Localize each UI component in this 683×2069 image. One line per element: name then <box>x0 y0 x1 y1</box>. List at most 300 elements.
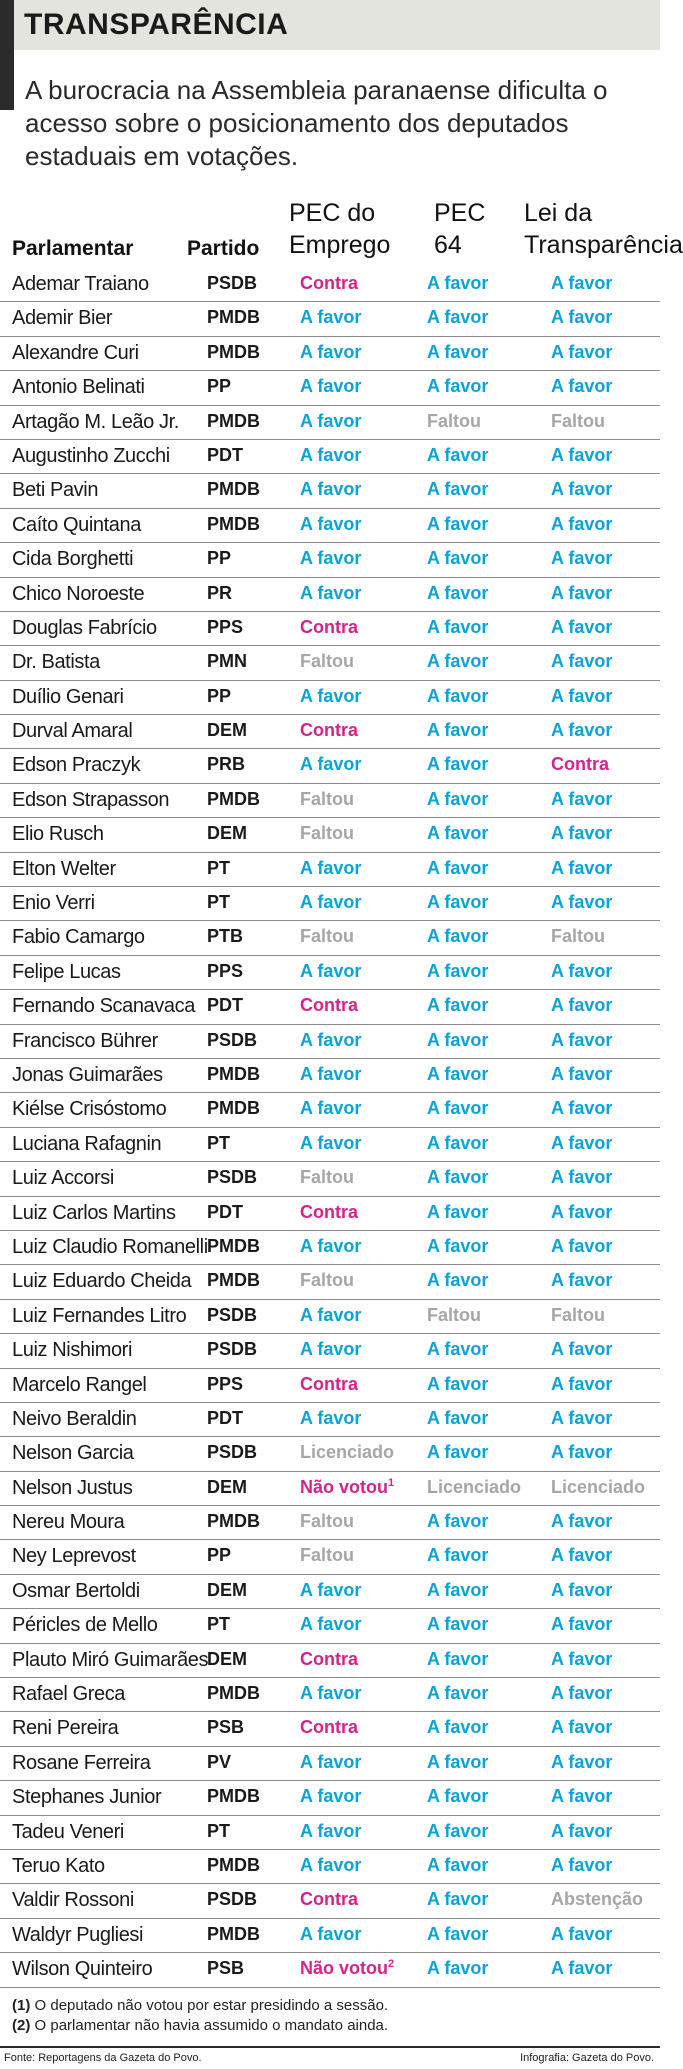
vote-pec-64 <box>427 1889 488 1910</box>
vote-label: Faltou <box>300 651 354 672</box>
vote-label: A favor <box>300 410 362 431</box>
vote-label: A favor <box>551 1683 613 1704</box>
vote-label: A favor <box>551 1614 613 1635</box>
vote-label: A favor <box>551 582 613 603</box>
vote-pec-emprego <box>300 1717 358 1738</box>
party: PMDB <box>207 410 260 431</box>
vote-lei-transparencia <box>551 514 612 535</box>
vote-label: A favor <box>427 1270 489 1291</box>
vote-lei-transparencia <box>551 1717 612 1738</box>
vote-label: A favor <box>551 823 613 844</box>
parlamentar-name: Ney Leprevost <box>12 1545 136 1568</box>
parlamentar-name: Luiz Claudio Romanelli <box>12 1235 208 1258</box>
table-row <box>0 1953 660 1987</box>
table-row <box>0 1816 660 1850</box>
vote-pec-64 <box>427 1408 488 1429</box>
table-row <box>0 1437 660 1471</box>
vote-pec-64 <box>427 1167 488 1188</box>
vote-pec-64 <box>427 445 488 466</box>
party: PT <box>207 1820 231 1841</box>
table-row <box>0 1747 660 1781</box>
parlamentar-name: Cida Borghetti <box>12 548 134 571</box>
vote-pec-emprego <box>300 514 361 535</box>
table-row <box>0 646 660 680</box>
table-row <box>0 1472 660 1506</box>
party: PPS <box>207 960 244 981</box>
header-partido: Partido <box>187 237 260 260</box>
vote-label: Contra <box>300 1373 358 1394</box>
table-row <box>0 887 660 921</box>
vote-pec-emprego <box>300 1924 361 1945</box>
vote-label: A favor <box>551 892 613 913</box>
vote-label: A favor <box>300 1579 362 1600</box>
vote-lei-transparencia <box>551 1064 612 1085</box>
party: PT <box>207 892 231 913</box>
vote-pec-emprego <box>300 823 354 844</box>
party: PSDB <box>207 1442 258 1463</box>
vote-pec-emprego <box>300 1064 361 1085</box>
table-row <box>0 1781 660 1815</box>
vote-label: A favor <box>300 892 362 913</box>
vote-label: A favor <box>551 857 613 878</box>
intro-text: A burocracia na Assembleia paranaense dificulta o acesso sobre o posicionamento dos deputados estaduais em votações. <box>25 75 608 171</box>
vote-label: A favor <box>427 1854 489 1875</box>
vote-label: A favor <box>551 376 613 397</box>
party: PMDB <box>207 1235 260 1256</box>
vote-label: A favor <box>300 960 362 981</box>
vote-pec-emprego <box>300 342 361 363</box>
vote-pec-64 <box>427 1442 488 1463</box>
party: PPS <box>207 1373 244 1394</box>
vote-label: Abstenção <box>551 1889 644 1910</box>
vote-pec-emprego <box>300 995 358 1016</box>
vote-pec-emprego <box>300 1098 361 1119</box>
vote-pec-emprego <box>300 1442 394 1463</box>
vote-pec-64 <box>427 1339 488 1360</box>
vote-lei-transparencia <box>551 1374 612 1395</box>
vote-pec-64 <box>427 892 488 913</box>
vote-label: A favor <box>551 548 613 569</box>
parlamentar-name: Kiélse Crisóstomo <box>12 1098 167 1121</box>
vote-label: A favor <box>300 1235 362 1256</box>
vote-pec-emprego <box>300 926 354 947</box>
parlamentar-name: Nelson Justus <box>12 1476 133 1499</box>
party: PSDB <box>207 1167 258 1188</box>
intro-accent-bar <box>0 50 14 110</box>
vote-label: Faltou <box>300 1167 354 1188</box>
vote-lei-transparencia <box>551 1236 612 1257</box>
vote-pec-emprego <box>300 892 361 913</box>
vote-label: A favor <box>551 479 613 500</box>
bottom-divider <box>0 2046 660 2048</box>
vote-lei-transparencia <box>551 1202 612 1223</box>
vote-pec-emprego <box>300 1408 361 1429</box>
parlamentar-name: Elio Rusch <box>12 823 104 846</box>
vote-pec-64 <box>427 617 488 638</box>
vote-label: Licenciado <box>300 1442 395 1463</box>
parlamentar-name: Tadeu Veneri <box>12 1820 124 1843</box>
vote-pec-64 <box>427 1236 488 1257</box>
vote-pec-emprego <box>300 307 361 328</box>
vote-lei-transparencia <box>551 858 612 879</box>
vote-label: A favor <box>551 307 613 328</box>
vote-label: A favor <box>427 1717 489 1738</box>
vote-pec-emprego <box>300 686 361 707</box>
table-row <box>0 681 660 715</box>
table-row <box>0 578 660 612</box>
vote-pec-64 <box>427 1683 488 1704</box>
table-row <box>0 268 660 302</box>
vote-pec-64 <box>427 1202 488 1223</box>
party: PT <box>207 1614 231 1635</box>
party: PMDB <box>207 1786 260 1807</box>
vote-pec-emprego <box>300 548 361 569</box>
vote-label: A favor <box>551 1751 613 1772</box>
vote-pec-emprego <box>300 789 354 810</box>
parlamentar-name: Neivo Beraldin <box>12 1407 137 1430</box>
vote-label: A favor <box>427 892 489 913</box>
table-row <box>0 1025 660 1059</box>
vote-lei-transparencia <box>551 1305 605 1326</box>
vote-label: A favor <box>551 1545 613 1566</box>
vote-pec-emprego <box>300 1580 361 1601</box>
vote-label: A favor <box>427 513 489 534</box>
vote-lei-transparencia <box>551 307 612 328</box>
vote-label: A favor <box>427 685 489 706</box>
credit-text: Infografia: Gazeta do Povo. <box>520 2052 654 2064</box>
vote-pec-64 <box>427 1580 488 1601</box>
vote-label: A favor <box>300 1854 362 1875</box>
vote-label: A favor <box>427 1201 489 1222</box>
party: PDT <box>207 995 243 1016</box>
vote-pec-64 <box>427 1821 488 1842</box>
party: DEM <box>207 1648 247 1669</box>
vote-label: Faltou <box>300 926 354 947</box>
vote-label: A favor <box>551 1098 613 1119</box>
footnote-marker: 2 <box>388 1958 395 1971</box>
vote-label: A favor <box>427 616 489 637</box>
vote-label: A favor <box>551 273 613 293</box>
vote-lei-transparencia <box>551 926 605 947</box>
vote-lei-transparencia <box>551 1030 612 1051</box>
vote-lei-transparencia <box>551 342 612 363</box>
vote-pec-emprego <box>300 754 361 775</box>
header-pec-emprego-2: Emprego <box>289 231 391 259</box>
vote-label: A favor <box>300 513 362 534</box>
table-row <box>0 1265 660 1299</box>
vote-lei-transparencia <box>551 376 612 397</box>
parlamentar-name: Luiz Nishimori <box>12 1339 132 1362</box>
vote-pec-64 <box>427 1270 488 1291</box>
vote-lei-transparencia <box>551 1339 612 1360</box>
vote-lei-transparencia <box>551 548 612 569</box>
vote-label: A favor <box>427 960 489 981</box>
vote-label: A favor <box>300 857 362 878</box>
table-row <box>0 612 660 646</box>
party: PPS <box>207 616 244 637</box>
vote-pec-64 <box>427 754 488 775</box>
vote-lei-transparencia <box>551 1133 612 1154</box>
parlamentar-name: Marcelo Rangel <box>12 1373 147 1396</box>
header-pec-emprego-1: PEC do <box>289 199 376 227</box>
vote-lei-transparencia <box>551 1821 612 1842</box>
vote-pec-emprego <box>300 1855 361 1876</box>
vote-lei-transparencia <box>551 1098 612 1119</box>
vote-label: A favor <box>551 720 613 741</box>
vote-lei-transparencia <box>551 1408 612 1429</box>
vote-pec-emprego <box>300 961 361 982</box>
vote-label: A favor <box>427 444 489 465</box>
party: PP <box>207 548 232 569</box>
vote-lei-transparencia <box>551 720 612 741</box>
parlamentar-name: Alexandre Curi <box>12 341 139 364</box>
vote-label: A favor <box>551 1132 613 1153</box>
vote-label: A favor <box>300 1098 362 1119</box>
vote-pec-emprego <box>300 1545 354 1566</box>
vote-pec-64 <box>427 548 488 569</box>
parlamentar-name: Augustinho Zucchi <box>12 444 170 467</box>
vote-label: A favor <box>300 1304 362 1325</box>
vote-label: A favor <box>551 1201 613 1222</box>
vote-pec-64 <box>427 1511 488 1532</box>
vote-label: Contra <box>300 720 358 741</box>
vote-label: A favor <box>551 788 613 809</box>
table-row <box>0 337 660 371</box>
vote-pec-emprego <box>300 1752 361 1773</box>
vote-pec-emprego <box>300 1236 361 1257</box>
vote-label: A favor <box>300 1407 362 1428</box>
party: PMDB <box>207 1683 260 1704</box>
vote-pec-64 <box>427 651 488 672</box>
vote-label: A favor <box>300 754 362 775</box>
parlamentar-name: Artagão M. Leão Jr. <box>12 410 179 433</box>
party: DEM <box>207 1579 247 1600</box>
vote-pec-64 <box>427 342 488 363</box>
vote-pec-emprego <box>300 1030 361 1051</box>
parlamentar-name: Teruo Kato <box>12 1854 105 1877</box>
vote-pec-64 <box>427 1374 488 1395</box>
vote-label: A favor <box>427 1889 489 1910</box>
table-row <box>0 1369 660 1403</box>
vote-pec-64 <box>427 858 488 879</box>
vote-label: A favor <box>427 1545 489 1566</box>
vote-label: A favor <box>300 444 362 465</box>
vote-pec-64 <box>427 1098 488 1119</box>
vote-lei-transparencia <box>551 1545 612 1566</box>
vote-label: A favor <box>427 1167 489 1188</box>
vote-label: A favor <box>300 376 362 397</box>
party: PDT <box>207 1407 243 1428</box>
vote-label: A favor <box>427 307 489 328</box>
vote-pec-64 <box>427 1717 488 1738</box>
vote-label: Contra <box>300 1717 358 1738</box>
vote-label: A favor <box>427 479 489 500</box>
parlamentar-name: Stephanes Junior <box>12 1786 162 1809</box>
vote-label: A favor <box>427 1373 489 1394</box>
vote-label: A favor <box>427 1820 489 1841</box>
vote-pec-64 <box>427 1477 521 1498</box>
party: DEM <box>207 720 247 741</box>
vote-label: A favor <box>427 823 489 844</box>
parlamentar-name: Valdir Rossoni <box>12 1889 134 1912</box>
vote-label: Faltou <box>300 1511 354 1532</box>
vote-label: A favor <box>551 1958 613 1979</box>
vote-label: Licenciado <box>427 1476 522 1497</box>
vote-lei-transparencia <box>551 1855 612 1876</box>
table-row <box>0 1712 660 1746</box>
vote-label: A favor <box>551 960 613 981</box>
table-row <box>0 956 660 990</box>
table-row <box>0 302 660 336</box>
parlamentar-name: Fernando Scanavaca <box>12 995 195 1018</box>
vote-label: A favor <box>427 1235 489 1256</box>
vote-label: Não votou <box>300 1476 388 1497</box>
parlamentar-name: Reni Pereira <box>12 1717 119 1740</box>
vote-pec-64 <box>427 307 488 328</box>
vote-label: Não votou <box>300 1958 388 1979</box>
vote-label: A favor <box>300 582 362 603</box>
vote-lei-transparencia <box>551 686 612 707</box>
vote-label: A favor <box>427 1923 489 1944</box>
vote-pec-64 <box>427 273 488 294</box>
vote-label: A favor <box>427 341 489 362</box>
party: DEM <box>207 823 247 844</box>
vote-label: A favor <box>551 685 613 706</box>
parlamentar-name: Rosane Ferreira <box>12 1751 151 1774</box>
vote-label: A favor <box>300 1923 362 1944</box>
vote-lei-transparencia <box>551 273 612 294</box>
parlamentar-name: Ademir Bier <box>12 307 113 330</box>
table-row <box>0 1678 660 1712</box>
vote-label: Licenciado <box>551 1476 646 1497</box>
header-pec64-2: 64 <box>434 231 462 259</box>
vote-pec-64 <box>427 720 488 741</box>
table-row <box>0 440 660 474</box>
parlamentar-name: Nelson Garcia <box>12 1442 134 1465</box>
vote-label: A favor <box>551 1407 613 1428</box>
table-row <box>0 1506 660 1540</box>
parlamentar-name: Plauto Miró Guimarães <box>12 1648 209 1671</box>
vote-label: Faltou <box>427 1304 481 1325</box>
party: PT <box>207 857 231 878</box>
vote-label: A favor <box>427 1579 489 1600</box>
vote-label: A favor <box>551 341 613 362</box>
header-lei-2: Transparência <box>524 231 683 259</box>
vote-pec-emprego <box>300 1477 394 1498</box>
vote-pec-emprego <box>300 1958 394 1979</box>
vote-label: A favor <box>300 1683 362 1704</box>
vote-pec-emprego <box>300 1305 361 1326</box>
party: PSDB <box>207 1339 258 1360</box>
vote-lei-transparencia <box>551 1614 612 1635</box>
vote-label: A favor <box>427 1407 489 1428</box>
vote-label: A favor <box>427 1958 489 1979</box>
vote-pec-emprego <box>300 1821 361 1842</box>
parlamentar-name: Elton Welter <box>12 857 116 880</box>
party: DEM <box>207 1476 247 1497</box>
vote-pec-64 <box>427 1924 488 1945</box>
parlamentar-name: Luiz Eduardo Cheida <box>12 1270 192 1293</box>
vote-pec-emprego <box>300 858 361 879</box>
vote-label: A favor <box>300 1063 362 1084</box>
table-row <box>0 1059 660 1093</box>
vote-pec-64 <box>427 823 488 844</box>
vote-pec-64 <box>427 1855 488 1876</box>
table-row <box>0 1919 660 1953</box>
vote-label: A favor <box>551 1854 613 1875</box>
table-row <box>0 1850 660 1884</box>
vote-label: A favor <box>427 1786 489 1807</box>
table-row <box>0 1403 660 1437</box>
table-row <box>0 1575 660 1609</box>
table-row <box>0 1300 660 1334</box>
table-row <box>0 474 660 508</box>
vote-pec-64 <box>427 411 481 432</box>
vote-lei-transparencia <box>551 754 609 775</box>
parlamentar-name: Ademar Traiano <box>12 273 149 295</box>
table-row <box>0 1609 660 1643</box>
party: PDT <box>207 1201 243 1222</box>
vote-lei-transparencia <box>551 892 612 913</box>
parlamentar-name: Wilson Quinteiro <box>12 1958 153 1981</box>
parlamentar-name: Dr. Batista <box>12 651 100 674</box>
vote-label: Faltou <box>300 823 354 844</box>
footnote-2: (2) O parlamentar não havia assumido o mandato ainda. <box>12 2017 389 2034</box>
parlamentar-name: Waldyr Pugliesi <box>12 1923 144 1946</box>
vote-label: A favor <box>427 376 489 397</box>
parlamentar-name: Fabio Camargo <box>12 926 145 949</box>
table-row <box>0 818 660 852</box>
vote-pec-64 <box>427 479 488 500</box>
party: PMDB <box>207 788 260 809</box>
parlamentar-name: Luciana Rafagnin <box>12 1132 162 1155</box>
parlamentar-name: Chico Noroeste <box>12 582 145 605</box>
vote-pec-emprego <box>300 273 358 294</box>
party: PMDB <box>207 513 260 534</box>
vote-label: A favor <box>551 1063 613 1084</box>
header-lei-1: Lei da <box>524 199 593 227</box>
vote-label: A favor <box>551 1270 613 1291</box>
vote-pec-emprego <box>300 1270 354 1291</box>
table-row <box>0 1334 660 1368</box>
vote-lei-transparencia <box>551 1649 612 1670</box>
parlamentar-name: Antonio Belinati <box>12 376 145 399</box>
vote-label: A favor <box>551 616 613 637</box>
vote-pec-64 <box>427 961 488 982</box>
vote-pec-64 <box>427 1614 488 1635</box>
vote-label: A favor <box>427 788 489 809</box>
vote-pec-emprego <box>300 1786 361 1807</box>
parlamentar-name: Felipe Lucas <box>12 960 121 983</box>
footnotes <box>12 1996 388 2036</box>
table-row <box>0 1644 660 1678</box>
vote-pec-64 <box>427 1305 481 1326</box>
party: PP <box>207 376 232 397</box>
party: PMN <box>207 651 247 672</box>
vote-lei-transparencia <box>551 823 612 844</box>
vote-pec-emprego <box>300 1614 361 1635</box>
vote-pec-64 <box>427 1133 488 1154</box>
vote-label: A favor <box>551 1717 613 1738</box>
vote-label: A favor <box>427 857 489 878</box>
vote-pec-emprego <box>300 411 361 432</box>
vote-pec-64 <box>427 376 488 397</box>
vote-pec-64 <box>427 1030 488 1051</box>
parlamentar-name: Beti Pavin <box>12 479 99 502</box>
party: PMDB <box>207 1270 260 1291</box>
vote-lei-transparencia <box>551 1580 612 1601</box>
table-row <box>0 715 660 749</box>
